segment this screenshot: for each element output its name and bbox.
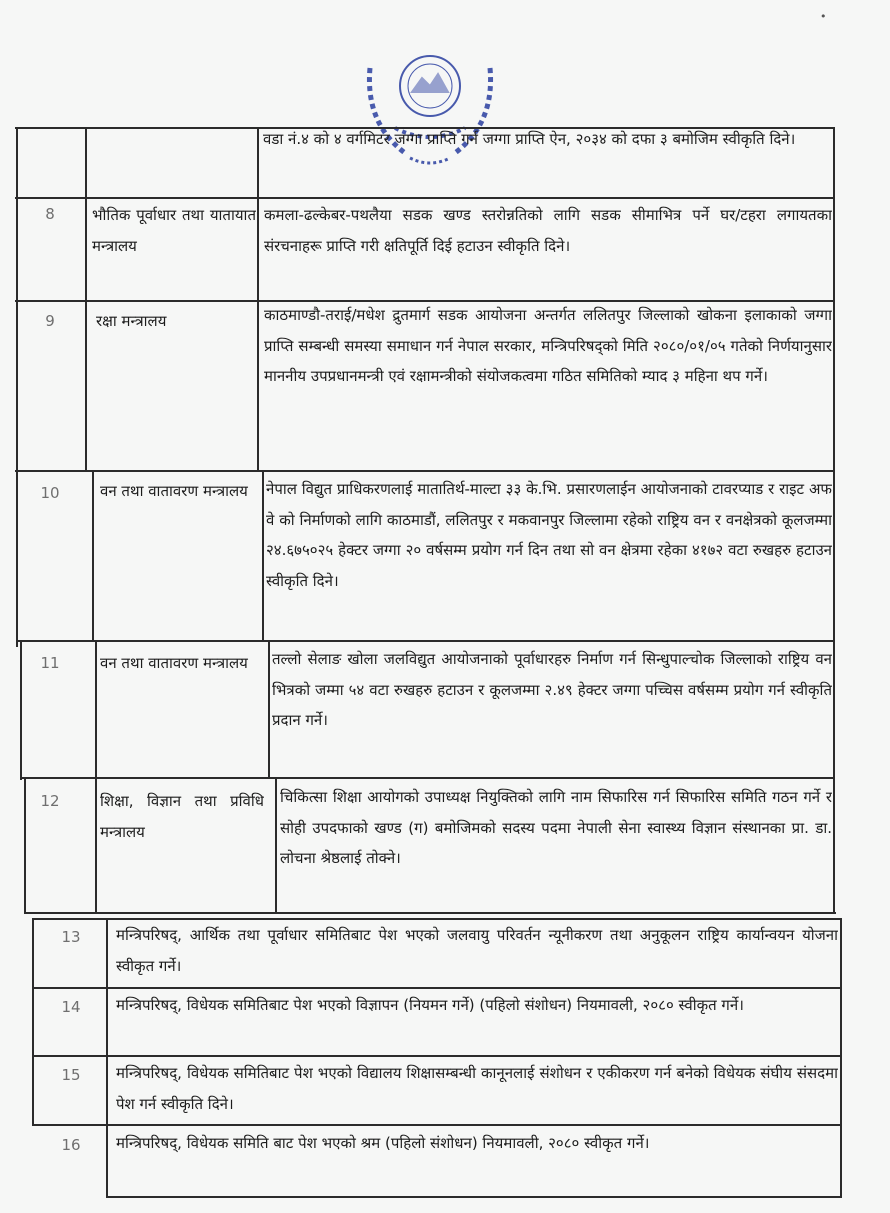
table-rule [15, 470, 835, 472]
table-rule [106, 1196, 842, 1198]
table-rule [92, 470, 94, 642]
table-row-number: 13 [61, 928, 81, 946]
table-row-number: 15 [61, 1066, 81, 1084]
table-rule [24, 912, 836, 914]
table-rule [262, 470, 264, 642]
corner-mark: • [820, 10, 827, 23]
table-row-decision: मन्त्रिपरिषद्, विधेयक समिति बाट पेश भएको श्रम (पहिलो संशोधन) नियमावली, २०८० स्वीकृत गर्ने। [116, 1134, 650, 1152]
table-row-ministry: रक्षा मन्त्रालय [96, 312, 167, 330]
table-rule [32, 1124, 842, 1126]
table-rule [85, 127, 87, 472]
table-row-decision: काठमाण्डौ-तराई/मधेश द्रुतमार्ग सडक आयोजना अन्तर्गत ललितपुर जिल्लाको खोकना इलाकाको जग्गा प्राप्ति सम्बन्धी समस्या समाधान गर्न नेपाल सरकार, मन्त्रिपरिषद्को मिति २०८०/०१/०५ गतेको निर्णयानुसार माननीय उपप्रधानमन्त्री एवं रक्षामन्त्रीको संयोजकत्वमा गठित समितिको म्याद ३ महिना थप गर्ने। [264, 306, 832, 385]
table-row-decision: वडा नं.४ को ४ वर्गमिटर जग्गा प्राप्ति गर्न जग्गा प्राप्ति ऐन, २०३४ को दफा ३ बमोजिम स्वीकृति दिने। [263, 130, 796, 148]
table-rule [32, 1055, 842, 1057]
table-row-number: 14 [61, 998, 81, 1016]
table-rule [95, 640, 97, 914]
table-rule [32, 987, 842, 989]
table-row-decision: मन्त्रिपरिषद्, विधेयक समितिबाट पेश भएको विज्ञापन (नियमन गर्ने) (पहिलो संशोधन) नियमावली, २०८० स्वीकृत गर्ने। [116, 996, 744, 1014]
table-rule [32, 918, 34, 1124]
table-rule [24, 777, 26, 914]
table-rule [257, 127, 259, 472]
table-rule [268, 640, 270, 779]
table-row-decision: मन्त्रिपरिषद्, विधेयक समितिबाट पेश भएको विद्यालय शिक्षासम्बन्धी कानूनलाई संशोधन र एकीकरण गर्न बनेको विधेयक संघीय संसदमा पेश गर्न स्वीकृति दिने। [116, 1064, 838, 1113]
table-row-decision: कमला-ढल्केबर-पथलैया सडक खण्ड स्तरोन्नतिको लागि सडक सीमाभित्र पर्ने घर/टहरा लगायतका संरचनाहरू प्राप्ति गरी क्षतिपूर्ति दिई हटाउन स्वीकृति दिने। [264, 206, 832, 255]
table-row-number: 9 [45, 312, 55, 330]
table-rule [833, 127, 835, 914]
table-rule [16, 127, 18, 647]
table-rule [20, 640, 22, 780]
table-rule [20, 777, 835, 779]
table-row-number: 8 [45, 205, 55, 223]
table-rule [840, 918, 842, 1198]
table-row-decision: तल्लो सेलाङ खोला जलविद्युत आयोजनाको पूर्वाधारहरु निर्माण गर्न सिन्धुपाल्चोक जिल्लाको राष्ट्रिय वन भित्रको जम्मा ५४ वटा रुखहरु हटाउन र कूलजम्मा २.४९ हेक्टर जग्गा पच्चिस वर्षसम्म प्रयोग गर्न स्वीकृति प्रदान गर्ने। [272, 650, 832, 729]
table-row-ministry: भौतिक पूर्वाधार तथा यातायात मन्त्रालय [92, 206, 256, 255]
table-row-decision: मन्त्रिपरिषद्, आर्थिक तथा पूर्वाधार समितिबाट पेश भएको जलवायु परिवर्तन न्यूनीकरण तथा अनुकूलन राष्ट्रिय कार्यान्वयन योजना स्वीकृत गर्ने। [116, 926, 838, 975]
table-row-number: 10 [40, 484, 60, 502]
table-rule [15, 197, 833, 199]
table-row-ministry: वन तथा वातावरण मन्त्रालय [100, 482, 248, 500]
table-row-number: 16 [61, 1136, 81, 1154]
table-rule [106, 918, 108, 1198]
table-row-decision: नेपाल विद्युत प्राधिकरणलाई मातातिर्थ-माल्टा ३३ के.भि. प्रसारणलाईन आयोजनाको टावरप्याड र राइट अफ वे को निर्माणको लागि काठमाडौं, ललितपुर र मकवानपुर जिल्लामा रहेको राष्ट्रिय वन र वनक्षेत्रको कूलजम्मा २४.६७५०२५ हेक्टर जग्गा २० वर्षसम्म प्रयोग गर्न दिन तथा सो वन क्षेत्रमा रहेका ४१७२ वटा रुखहरु हटाउन स्वीकृति दिने। [266, 480, 832, 590]
table-rule [15, 300, 833, 302]
table-rule [17, 640, 835, 642]
table-row-decision: चिकित्सा शिक्षा आयोगको उपाध्यक्ष नियुक्तिको लागि नाम सिफारिस गर्न सिफारिस समिति गठन गर्ने र सोही उपदफाको खण्ड (ग) बमोजिमको सदस्य पदमा नेपाली सेना स्वास्थ्य विज्ञान संस्थानका प्रा. डा. लोचना श्रेष्ठलाई तोक्ने। [280, 788, 832, 867]
table-rule [15, 127, 833, 129]
table-row-number: 12 [40, 792, 60, 810]
table-rule [275, 777, 277, 914]
table-row-number: 11 [40, 654, 60, 672]
table-row-ministry: वन तथा वातावरण मन्त्रालय [100, 654, 248, 672]
table-row-ministry: शिक्षा, विज्ञान तथा प्रविधि मन्त्रालय [100, 792, 264, 841]
table-rule [32, 918, 842, 920]
